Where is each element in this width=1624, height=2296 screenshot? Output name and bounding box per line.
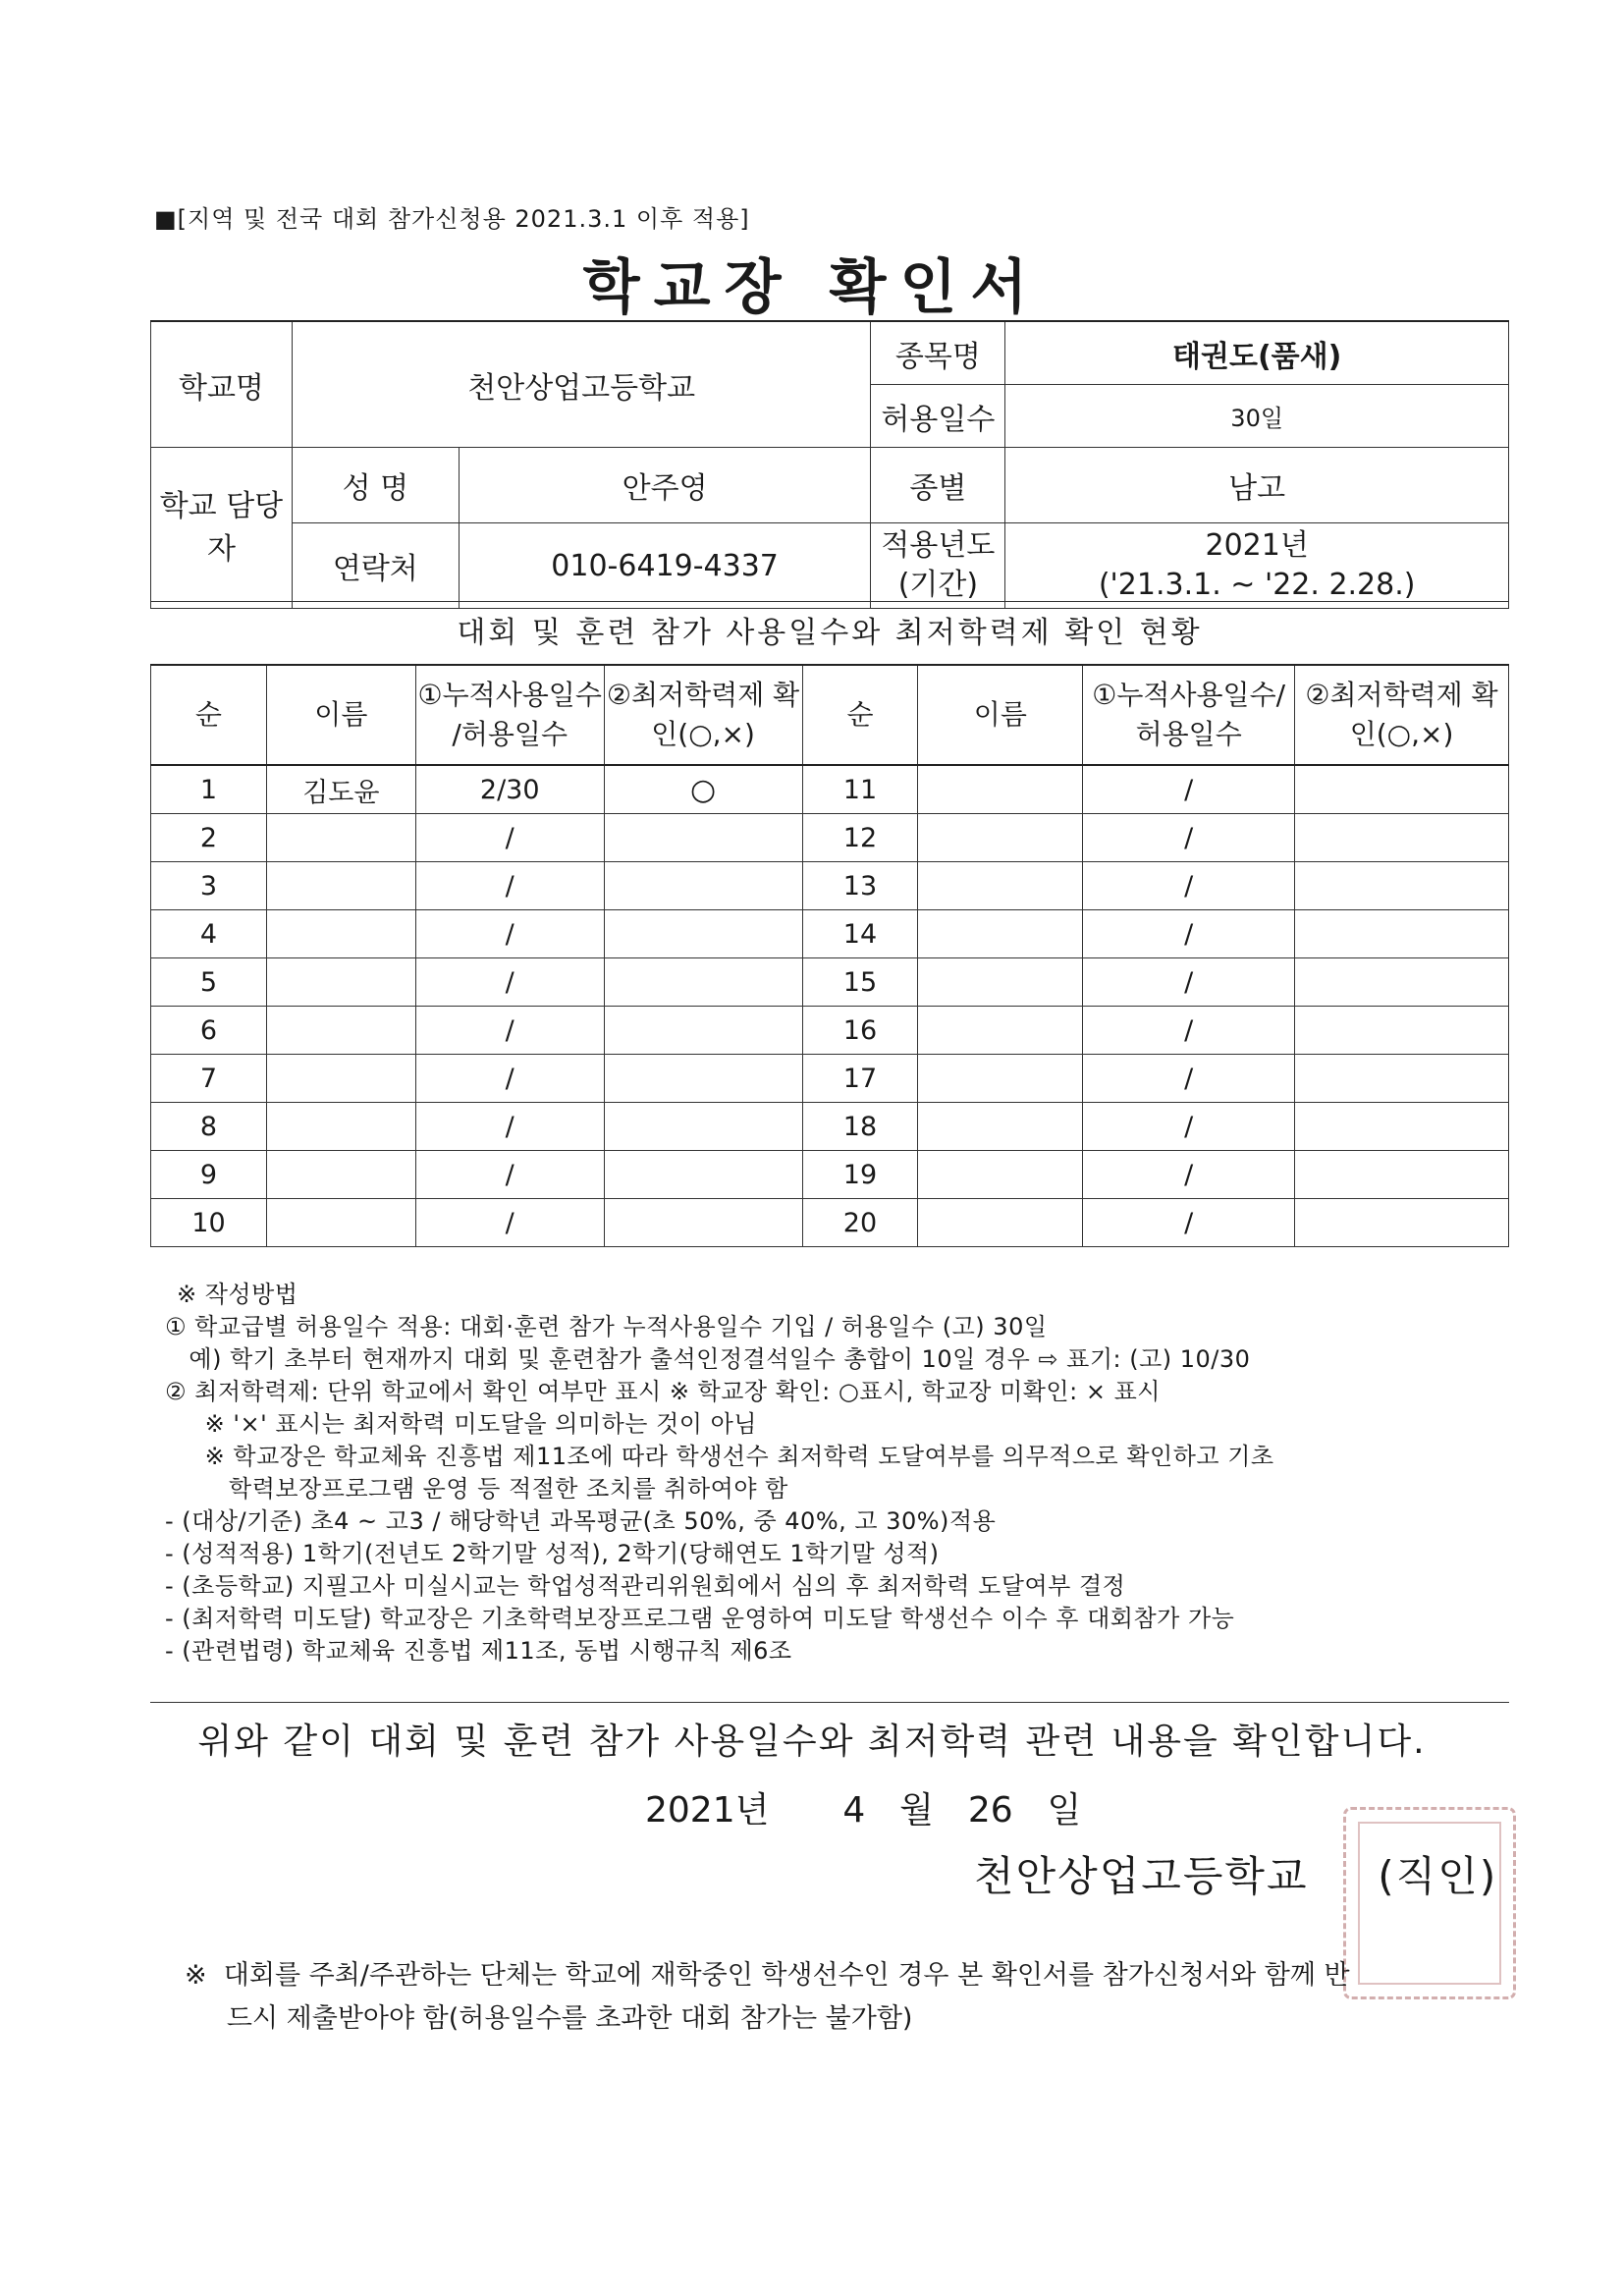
contact-value: 010-6419-4337 bbox=[459, 523, 871, 609]
page-title: 학교장 확인서 bbox=[582, 253, 1042, 322]
row-check-2 bbox=[1295, 814, 1509, 862]
row-name-2 bbox=[918, 1151, 1083, 1199]
year-value: 2021년 bbox=[1205, 528, 1309, 563]
table-row bbox=[151, 814, 1509, 862]
table-row bbox=[151, 1103, 1509, 1151]
note-line: ① 학교급별 허용일수 적용: 대회·훈련 참가 누적사용일수 기입 / 허용일수 (고) 30일 bbox=[165, 1313, 1048, 1340]
header-check: ②최저학력제 확인(○,×) bbox=[604, 665, 802, 765]
footer-line: 드시 제출받아야 함(허용일수를 초과한 대회 참가는 불가함) bbox=[185, 2003, 913, 2034]
instructions bbox=[165, 1279, 1551, 1667]
header-note: ■[지역 및 전국 대회 참가신청용 2021.3.1 이후 적용] bbox=[154, 205, 750, 233]
row-days: / bbox=[415, 1007, 604, 1055]
footer-line: ※ 대회를 주최/주관하는 단체는 학교에 재학중인 학생선수인 경우 본 확인서를 참가신청서와 함께 반 bbox=[185, 1960, 1350, 1991]
table-row bbox=[151, 958, 1509, 1007]
year-cell bbox=[1005, 523, 1509, 609]
allowed-days-label: 허용일수 bbox=[871, 385, 1005, 448]
note-line: 예) 학기 초부터 현재까지 대회 및 훈련참가 출석인정결석일수 총합이 10일 경우 ⇨ 표기: (고) 10/30 bbox=[165, 1345, 1251, 1373]
header-name-2: 이름 bbox=[918, 665, 1083, 765]
event-value: 태권도(품새) bbox=[1005, 321, 1509, 385]
row-name-2 bbox=[918, 814, 1083, 862]
row-no-2: 20 bbox=[802, 1199, 918, 1247]
staff-label: 학교 담당자 bbox=[151, 448, 293, 609]
row-no: 8 bbox=[151, 1103, 267, 1151]
row-days: / bbox=[415, 862, 604, 910]
signature-school: 천안상업고등학교 bbox=[974, 1852, 1309, 1900]
table-row bbox=[151, 765, 1509, 814]
table-row bbox=[151, 1055, 1509, 1103]
signing-date bbox=[645, 1782, 1081, 1832]
table-row bbox=[151, 1199, 1509, 1247]
confirmation-text: 위와 같이 대회 및 훈련 참가 사용일수와 최저학력 관련 내용을 확인합니다. bbox=[197, 1722, 1427, 1762]
header-check-2: ②최저학력제 확인(○,×) bbox=[1295, 665, 1509, 765]
row-check bbox=[604, 958, 802, 1007]
row-no: 4 bbox=[151, 910, 267, 958]
row-days-2: / bbox=[1083, 1007, 1295, 1055]
row-name bbox=[266, 910, 415, 958]
row-days-2: / bbox=[1083, 1103, 1295, 1151]
row-name bbox=[266, 958, 415, 1007]
row-no-2: 17 bbox=[802, 1055, 918, 1103]
row-days-2: / bbox=[1083, 1199, 1295, 1247]
info-table bbox=[150, 320, 1509, 609]
row-check bbox=[604, 910, 802, 958]
row-check-2 bbox=[1295, 1055, 1509, 1103]
allowed-days-value: 30일 bbox=[1005, 385, 1509, 448]
row-days: / bbox=[415, 1103, 604, 1151]
row-no: 7 bbox=[151, 1055, 267, 1103]
header-days: ①누적사용일수 /허용일수 bbox=[415, 665, 604, 765]
staff-name: 안주영 bbox=[459, 448, 871, 523]
row-no-2: 18 bbox=[802, 1103, 918, 1151]
year-label: 적용년도 (기간) bbox=[871, 523, 1005, 609]
table-row bbox=[151, 1151, 1509, 1199]
row-no: 10 bbox=[151, 1199, 267, 1247]
row-name-2 bbox=[918, 862, 1083, 910]
row-no: 6 bbox=[151, 1007, 267, 1055]
row-days-2: / bbox=[1083, 862, 1295, 910]
date-day-label: 일 bbox=[1047, 1790, 1082, 1831]
row-check bbox=[604, 814, 802, 862]
date-month-label: 월 bbox=[899, 1790, 934, 1831]
row-days: / bbox=[415, 958, 604, 1007]
contact-label: 연락처 bbox=[292, 523, 459, 609]
row-name bbox=[266, 1151, 415, 1199]
row-days-2: / bbox=[1083, 958, 1295, 1007]
row-check-2 bbox=[1295, 958, 1509, 1007]
date-day: 26 bbox=[967, 1790, 1013, 1831]
note-line: ※ '×' 표시는 최저학력 미도달을 의미하는 것이 아님 bbox=[165, 1410, 757, 1438]
row-check-2 bbox=[1295, 1007, 1509, 1055]
row-check bbox=[604, 1007, 802, 1055]
row-name bbox=[266, 1103, 415, 1151]
row-days: / bbox=[415, 1055, 604, 1103]
roster-header-row bbox=[151, 665, 1509, 765]
row-days: / bbox=[415, 910, 604, 958]
row-name-2 bbox=[918, 1103, 1083, 1151]
table-row bbox=[151, 862, 1509, 910]
school-name: 천안상업고등학교 bbox=[292, 321, 871, 448]
row-days: 2/30 bbox=[415, 765, 604, 814]
row-no: 2 bbox=[151, 814, 267, 862]
row-name-2 bbox=[918, 958, 1083, 1007]
school-name-label: 학교명 bbox=[151, 321, 293, 448]
date-month: 4 bbox=[842, 1790, 866, 1831]
note-line: - (성적적용) 1학기(전년도 2학기말 성적), 2학기(당해연도 1학기말 성적) bbox=[165, 1540, 940, 1567]
header-no: 순 bbox=[151, 665, 267, 765]
table-row bbox=[151, 1007, 1509, 1055]
row-days-2: / bbox=[1083, 910, 1295, 958]
note-line: - (관련법령) 학교체육 진흥법 제11조, 동법 시행규칙 제6조 bbox=[165, 1637, 792, 1665]
row-check bbox=[604, 862, 802, 910]
event-label: 종목명 bbox=[871, 321, 1005, 385]
footer-note bbox=[185, 1954, 1510, 2041]
row-days-2: / bbox=[1083, 765, 1295, 814]
row-no-2: 13 bbox=[802, 862, 918, 910]
row-no-2: 11 bbox=[802, 765, 918, 814]
row-name-2 bbox=[918, 1055, 1083, 1103]
row-check bbox=[604, 1199, 802, 1247]
note-line: ※ 작성방법 bbox=[177, 1281, 298, 1308]
row-name bbox=[266, 1007, 415, 1055]
note-line: ② 최저학력제: 단위 학교에서 확인 여부만 표시 ※ 학교장 확인: ○표시, 학교장 미확인: × 표시 bbox=[165, 1378, 1161, 1405]
note-line: - (초등학교) 지필고사 미실시교는 학업성적관리위원회에서 심의 후 최저학력 도달여부 결정 bbox=[165, 1572, 1126, 1600]
note-line: - (대상/기준) 초4 ~ 고3 / 해당학년 과목평균(초 50%, 중 40%, 고 30%)적용 bbox=[165, 1507, 997, 1535]
row-days: / bbox=[415, 1199, 604, 1247]
row-name bbox=[266, 862, 415, 910]
row-name: 김도윤 bbox=[266, 765, 415, 814]
date-year: 2021년 bbox=[645, 1790, 770, 1831]
period-value: ('21.3.1. ~ '22. 2.28.) bbox=[1098, 568, 1416, 602]
category-value: 남고 bbox=[1005, 448, 1509, 523]
table-row bbox=[151, 910, 1509, 958]
row-no: 5 bbox=[151, 958, 267, 1007]
row-no-2: 14 bbox=[802, 910, 918, 958]
school-signature bbox=[974, 1844, 1497, 1903]
row-name bbox=[266, 1055, 415, 1103]
note-line: - (최저학력 미도달) 학교장은 기초학력보장프로그램 운영하여 미도달 학생선수 이수 후 대회참가 가능 bbox=[165, 1605, 1235, 1632]
section-title: 대회 및 훈련 참가 사용일수와 최저학력제 확인 현황 bbox=[150, 601, 1509, 665]
row-check: ○ bbox=[604, 765, 802, 814]
row-check bbox=[604, 1055, 802, 1103]
row-no-2: 12 bbox=[802, 814, 918, 862]
header-name: 이름 bbox=[266, 665, 415, 765]
row-check-2 bbox=[1295, 1103, 1509, 1151]
row-no: 9 bbox=[151, 1151, 267, 1199]
row-days: / bbox=[415, 1151, 604, 1199]
header-no-2: 순 bbox=[802, 665, 918, 765]
row-no-2: 16 bbox=[802, 1007, 918, 1055]
row-check-2 bbox=[1295, 910, 1509, 958]
row-days-2: / bbox=[1083, 1151, 1295, 1199]
note-line: 학력보장프로그램 운영 등 적절한 조치를 취하여야 함 bbox=[165, 1475, 788, 1503]
row-check-2 bbox=[1295, 765, 1509, 814]
row-no-2: 19 bbox=[802, 1151, 918, 1199]
row-name-2 bbox=[918, 765, 1083, 814]
note-line: ※ 학교장은 학교체육 진흥법 제11조에 따라 학생선수 최저학력 도달여부를 의무적으로 확인하고 기초 bbox=[165, 1443, 1274, 1470]
row-name bbox=[266, 814, 415, 862]
row-no-2: 15 bbox=[802, 958, 918, 1007]
row-no: 1 bbox=[151, 765, 267, 814]
row-check-2 bbox=[1295, 862, 1509, 910]
row-name-2 bbox=[918, 910, 1083, 958]
name-label: 성 명 bbox=[292, 448, 459, 523]
roster-table bbox=[150, 664, 1509, 1247]
row-days-2: / bbox=[1083, 814, 1295, 862]
row-name bbox=[266, 1199, 415, 1247]
row-name-2 bbox=[918, 1007, 1083, 1055]
row-check-2 bbox=[1295, 1151, 1509, 1199]
seal-label: (직인) bbox=[1378, 1852, 1498, 1900]
row-check bbox=[604, 1103, 802, 1151]
row-days: / bbox=[415, 814, 604, 862]
header-days-2: ①누적사용일수/ 허용일수 bbox=[1083, 665, 1295, 765]
row-check bbox=[604, 1151, 802, 1199]
row-no: 3 bbox=[151, 862, 267, 910]
row-check-2 bbox=[1295, 1199, 1509, 1247]
row-days-2: / bbox=[1083, 1055, 1295, 1103]
roster-body bbox=[151, 765, 1509, 1247]
row-name-2 bbox=[918, 1199, 1083, 1247]
divider bbox=[150, 1702, 1509, 1703]
category-label: 종별 bbox=[871, 448, 1005, 523]
